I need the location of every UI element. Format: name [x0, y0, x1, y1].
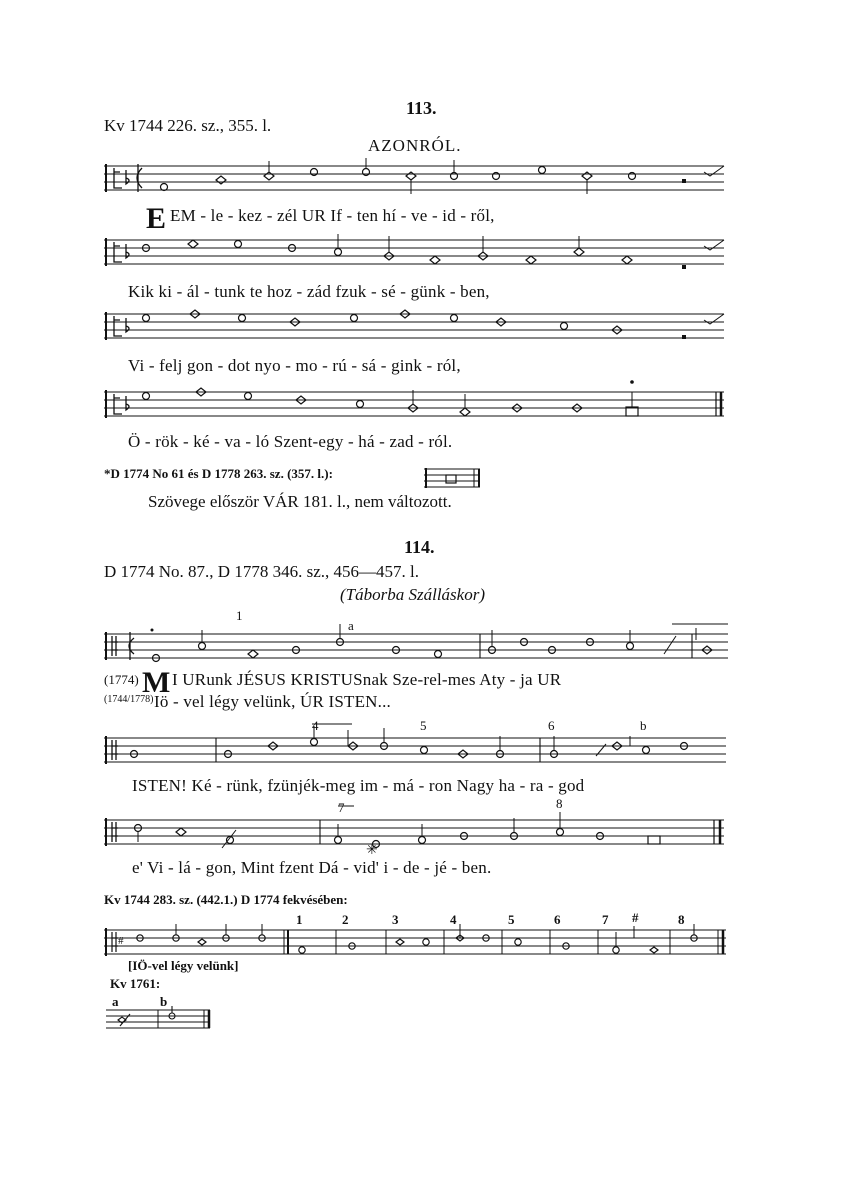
vnum-sharp: # — [632, 910, 639, 925]
lyric-113-1: EM - le - kez - zél UR If - ten hí - ve - id - ről, — [170, 206, 495, 225]
ref-1744-1778: (1744/1778) — [104, 694, 154, 705]
marker-8: 8 — [556, 796, 563, 811]
variant-label-114: [IÖ-vel légy velünk] — [128, 958, 239, 973]
staff-114-2 — [104, 730, 730, 780]
marker-4: 4 — [312, 718, 319, 733]
initial-113: E — [146, 202, 167, 235]
vnum-6: 6 — [554, 912, 561, 927]
staff-113-1 — [104, 158, 730, 208]
hymn-114-title: (Táborba Szálláskor) — [340, 585, 485, 604]
ref-1774: (1774) — [104, 672, 139, 687]
staff-114-3 — [104, 812, 730, 862]
lyric-114-1b: Iö - vel légy velünk, ÚR ISTEN... — [154, 692, 392, 711]
svg-text:#: # — [118, 935, 124, 947]
hymn-113-number: 113. — [406, 98, 437, 118]
hymn-113-title: AZONRÓL. — [368, 136, 462, 155]
kv1761-a: a — [112, 994, 119, 1009]
vnum-1: 1 — [296, 912, 303, 927]
vnum-2: 2 — [342, 912, 349, 927]
kv1761-label: Kv 1761: — [110, 976, 161, 991]
lyric-114-1: I URunk JÉSUS KRISTUSnak Sze-rel-mes Aty - ja UR — [172, 670, 562, 689]
vnum-8: 8 — [678, 912, 685, 927]
kv1761-staff — [106, 1006, 212, 1034]
marker-6: 6 — [548, 718, 555, 733]
staff-114-1 — [104, 624, 730, 674]
vnum-3: 3 — [392, 912, 399, 927]
vnum-5: 5 — [508, 912, 515, 927]
hymn-114-source: D 1774 No. 87., D 1778 346. sz., 456—457. l. — [104, 562, 419, 581]
hymn-113-source: Kv 1744 226. sz., 355. l. — [104, 116, 272, 135]
staff-113-3 — [104, 306, 730, 356]
kv1761-b: b — [160, 994, 168, 1009]
lyric-113-3: Vi - felj gon - dot nyo - mo - rú - sá - gink - ról, — [128, 356, 461, 375]
vnum-4: 4 — [450, 912, 457, 927]
hymn-114-number: 114. — [404, 537, 435, 557]
text-note-113: Szövege először VÁR 181. l., nem változott. — [148, 492, 452, 511]
svg-text:✳: ✳ — [366, 842, 378, 858]
lyric-113-2: Kik ki - ál - tunk te hoz - zád fzuk - sé - günk - ben, — [128, 282, 490, 301]
marker-b: b — [640, 718, 647, 733]
variant-staff-113 — [424, 465, 484, 491]
staff-113-2 — [104, 232, 730, 282]
marker-5: 5 — [420, 718, 427, 733]
initial-114: M — [142, 666, 171, 699]
marker-1: 1 — [236, 608, 243, 623]
variant-note-113: *D 1774 No 61 és D 1778 263. sz. (357. l.): — [104, 466, 333, 481]
marker-7: 7 — [338, 800, 345, 815]
lyric-114-2: ISTEN! Ké - rünk, fzünjék-meg im - má - ron Nagy ha - ra - god — [132, 776, 585, 795]
marker-a: a — [348, 618, 354, 633]
lyric-113-4: Ö - rök - ké - va - ló Szent-egy - há - zad - ról. — [128, 432, 453, 451]
variant-source-114: Kv 1744 283. sz. (442.1.) D 1774 fekvésében: — [104, 892, 348, 907]
vnum-7: 7 — [602, 912, 609, 927]
lyric-114-3: e' Vi - lá - gon, Mint fzent Dá - vid' i - de - jé - ben. — [132, 858, 492, 877]
staff-113-4 — [104, 380, 730, 432]
